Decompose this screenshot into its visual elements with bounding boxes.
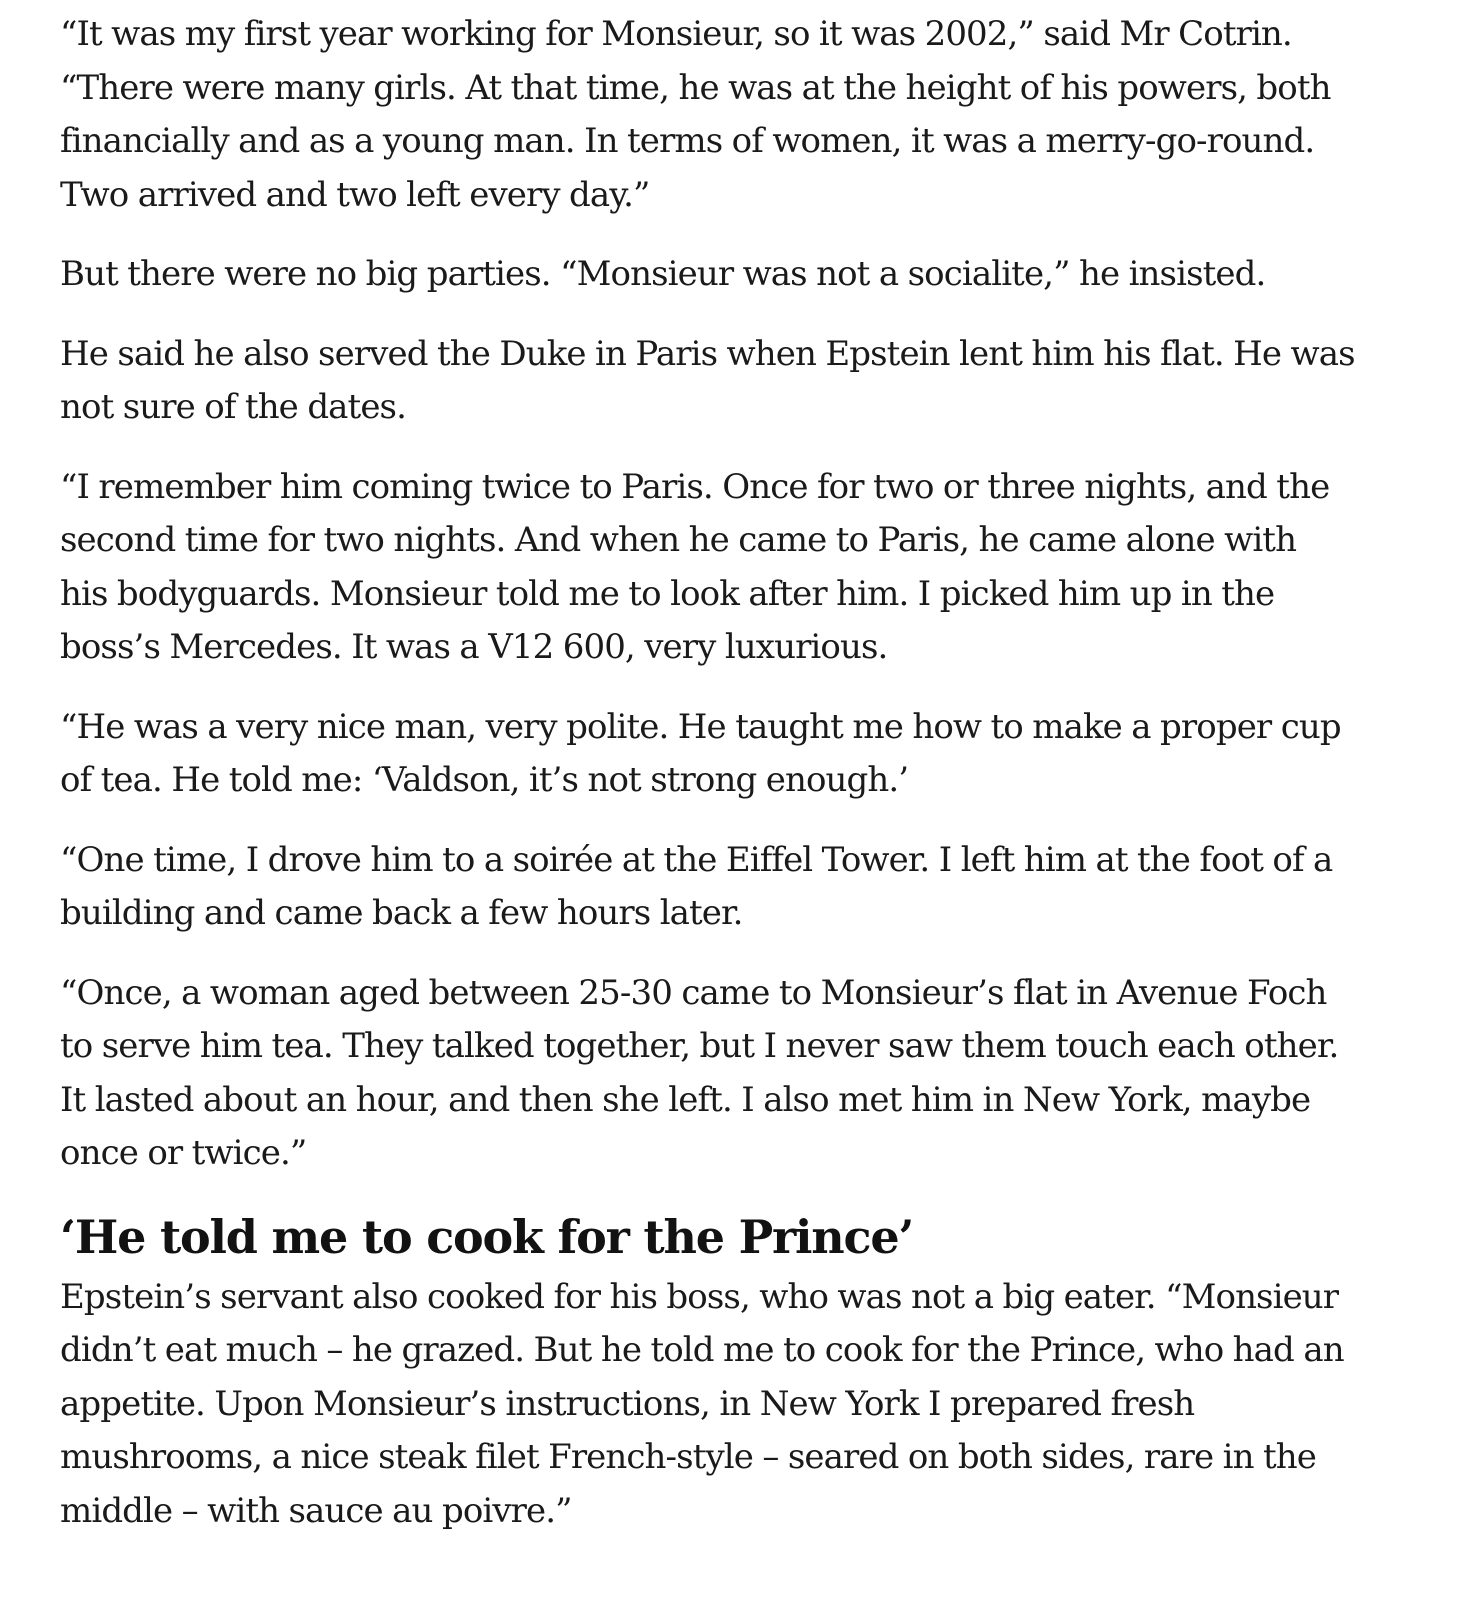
article-paragraph (60, 8, 1440, 222)
section-subheading: ‘He told me to cook for the Prince’ (60, 1209, 914, 1264)
paragraph-line: of tea. He told me: ‘Valdson, it’s not strong enough.’ (60, 760, 909, 800)
paragraph-line: building and came back a few hours later. (60, 893, 743, 933)
paragraph-line: It lasted about an hour, and then she left. I also met him in New York, maybe (60, 1079, 1311, 1120)
article-paragraphs-top (60, 8, 1440, 1181)
paragraph-line: once or twice.” (60, 1133, 307, 1173)
paragraph-line: He said he also served the Duke in Paris when Epstein lent him his flat. He was (60, 333, 1355, 374)
paragraph-line: to serve him tea. They talked together, but I never saw them touch each other. (60, 1026, 1339, 1066)
article-paragraph (60, 328, 1440, 435)
paragraph-line: “One time, I drove him to a soirée at the Eiffel Tower. I left him at the foot of a (60, 839, 1333, 880)
paragraph-line: “I remember him coming twice to Paris. Once for two or three nights, and the (60, 466, 1330, 507)
article-paragraphs-bottom (60, 1271, 1440, 1539)
paragraph-line: didn’t eat much – he grazed. But he told me to cook for the Prince, who had an (60, 1330, 1344, 1370)
article-paragraph (60, 701, 1440, 808)
article-body (60, 8, 1440, 1564)
paragraph-line: “Once, a woman aged between 25-30 came to Monsieur’s flat in Avenue Foch (60, 972, 1327, 1013)
paragraph-line: second time for two nights. And when he came to Paris, he came alone with (60, 520, 1297, 560)
article-paragraph (60, 967, 1440, 1181)
paragraph-line: “There were many girls. At that time, he was at the height of his powers, both (60, 67, 1331, 108)
paragraph-line: middle – with sauce au poivre.” (60, 1490, 572, 1531)
article-paragraph (60, 248, 1440, 302)
article-paragraph (60, 461, 1440, 675)
paragraph-line: his bodyguards. Monsieur told me to look after him. I picked him up in the (60, 573, 1275, 614)
paragraph-line: “He was a very nice man, very polite. He taught me how to make a proper cup (60, 706, 1341, 747)
paragraph-line: Epstein’s servant also cooked for his boss, who was not a big eater. “Monsieur (60, 1276, 1339, 1317)
paragraph-line: boss’s Mercedes. It was a V12 600, very luxurious. (60, 627, 888, 667)
paragraph-line: But there were no big parties. “Monsieur was not a socialite,” he insisted. (60, 254, 1266, 294)
article-paragraph (60, 1271, 1440, 1539)
paragraph-line: appetite. Upon Monsieur’s instructions, in New York I prepared fresh (60, 1383, 1195, 1424)
paragraph-line: Two arrived and two left every day.” (60, 174, 650, 215)
paragraph-line: financially and as a young man. In terms of women, it was a merry-go-round. (60, 121, 1315, 161)
paragraph-line: mushrooms, a nice steak filet French-style – seared on both sides, rare in the (60, 1437, 1316, 1477)
article-paragraph (60, 834, 1440, 941)
paragraph-line: “It was my first year working for Monsieur, so it was 2002,” said Mr Cotrin. (60, 14, 1292, 54)
paragraph-line: not sure of the dates. (60, 387, 406, 427)
